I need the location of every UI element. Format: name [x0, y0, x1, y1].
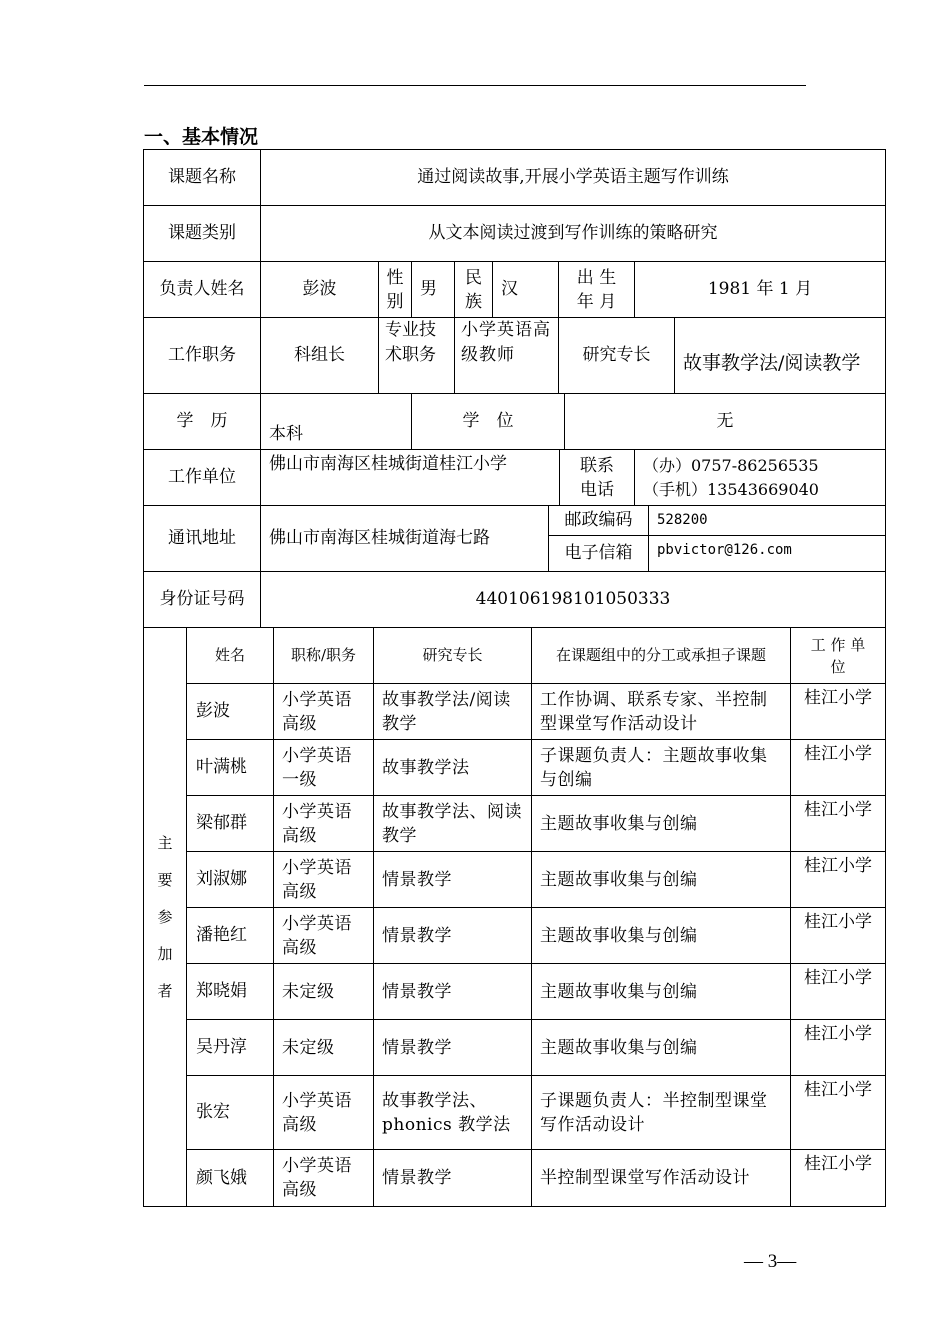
address-label: 通讯地址	[144, 506, 261, 572]
member-title: 小学英语高级	[274, 796, 374, 852]
member-employer: 桂江小学	[791, 796, 885, 852]
member-specialty: 情景教学	[374, 1150, 532, 1206]
gender-label: 性 别	[379, 262, 412, 318]
gender-value: 男	[412, 262, 455, 318]
id-label: 身份证号码	[144, 572, 261, 628]
member-role: 半控制型课堂写作活动设计	[532, 1150, 791, 1206]
member-employer: 桂江小学	[791, 964, 885, 1020]
member-specialty: 情景教学	[374, 964, 532, 1020]
member-name: 颜飞娥	[187, 1150, 274, 1206]
tech-title-value: 小学英语高级教师	[455, 318, 559, 394]
members-header-5: 工 作 单 位	[791, 628, 885, 684]
member-specialty: 故事教学法、阅读教学	[374, 796, 532, 852]
member-name: 彭波	[187, 684, 274, 740]
member-specialty: 故事教学法	[374, 740, 532, 796]
members-header-1: 姓名	[187, 628, 274, 684]
member-title: 小学英语高级	[274, 684, 374, 740]
member-specialty: 情景教学	[374, 908, 532, 964]
phone-mobile: （手机）13543669040	[643, 479, 819, 499]
position-label: 工作职务	[144, 318, 261, 394]
member-title: 小学英语高级	[274, 908, 374, 964]
employer-label: 工作单位	[144, 450, 261, 506]
employer-value: 佛山市南海区桂城街道桂江小学	[261, 450, 560, 506]
topic-category-label: 课题类别	[144, 206, 261, 262]
leader-value: 彭波	[261, 262, 379, 318]
birth-value: 1981 年 1 月	[635, 262, 885, 318]
degree-value: 无	[565, 394, 885, 450]
education-label: 学 历	[144, 394, 261, 450]
member-employer: 桂江小学	[791, 1020, 885, 1076]
topic-category-value: 从文本阅读过渡到写作训练的策略研究	[261, 206, 885, 262]
tech-title-label: 专业技术职务	[379, 318, 455, 394]
email-label: 电子信箱	[549, 536, 649, 572]
member-employer: 桂江小学	[791, 1076, 885, 1150]
phone-values	[635, 450, 885, 506]
ethnicity-label: 民 族	[455, 262, 493, 318]
member-role: 子课题负责人：半控制型课堂写作活动设计	[532, 1076, 791, 1150]
member-title: 未定级	[274, 1020, 374, 1076]
members-header-3: 研究专长	[374, 628, 532, 684]
header-rule	[144, 85, 806, 86]
member-role: 主题故事收集与创编	[532, 908, 791, 964]
contact-label: 联系 电话	[560, 450, 635, 506]
specialty-label: 研究专长	[559, 318, 675, 394]
topic-name-label: 课题名称	[144, 150, 261, 206]
education-value: 本科	[261, 394, 412, 450]
member-employer: 桂江小学	[791, 684, 885, 740]
degree-label: 学 位	[412, 394, 565, 450]
member-role: 主题故事收集与创编	[532, 852, 791, 908]
member-role: 主题故事收集与创编	[532, 796, 791, 852]
member-name: 叶满桃	[187, 740, 274, 796]
section-title: 一、基本情况	[144, 126, 259, 148]
member-title: 小学英语高级	[274, 1076, 374, 1150]
topic-name-value: 通过阅读故事,开展小学英语主题写作训练	[261, 150, 885, 206]
specialty-value: 故事教学法/阅读教学	[675, 318, 885, 394]
members-header-4: 在课题组中的分工或承担子课题	[532, 628, 791, 684]
members-side-label: 主 要 参 加 者	[144, 628, 187, 1206]
member-title: 小学英语一级	[274, 740, 374, 796]
id-value: 440106198101050333	[261, 572, 885, 628]
member-specialty: 故事教学法、phonics 教学法	[374, 1076, 532, 1150]
member-employer: 桂江小学	[791, 908, 885, 964]
leader-label: 负责人姓名	[144, 262, 261, 318]
member-name: 梁郁群	[187, 796, 274, 852]
position-value: 科组长	[261, 318, 379, 394]
email-value: pbvictor@126.com	[649, 536, 885, 572]
member-specialty: 情景教学	[374, 1020, 532, 1076]
members-header-2: 职称/职务	[274, 628, 374, 684]
birth-label: 出 生 年 月	[559, 262, 635, 318]
member-specialty: 情景教学	[374, 852, 532, 908]
address-value: 佛山市南海区桂城街道海七路	[261, 506, 549, 572]
ethnicity-value: 汉	[493, 262, 559, 318]
member-role: 主题故事收集与创编	[532, 1020, 791, 1076]
member-title: 小学英语高级	[274, 852, 374, 908]
member-employer: 桂江小学	[791, 740, 885, 796]
member-employer: 桂江小学	[804, 1154, 872, 1174]
member-name: 郑晓娟	[187, 964, 274, 1020]
postcode-value: 528200	[649, 506, 885, 536]
member-employer: 桂江小学	[791, 852, 885, 908]
member-title: 小学英语高级	[274, 1150, 374, 1206]
member-name: 潘艳红	[187, 908, 274, 964]
member-role: 子课题负责人：主题故事收集与创编	[532, 740, 791, 796]
phone-office: （办）0757-86256535	[643, 455, 819, 475]
page-number: — 3—	[744, 1251, 797, 1272]
postcode-label: 邮政编码	[549, 506, 649, 536]
member-name: 张宏	[187, 1076, 274, 1150]
member-specialty: 故事教学法/阅读教学	[374, 684, 532, 740]
member-role: 主题故事收集与创编	[532, 964, 791, 1020]
member-name: 吴丹淳	[187, 1020, 274, 1076]
member-name: 刘淑娜	[187, 852, 274, 908]
member-title: 未定级	[274, 964, 374, 1020]
member-role: 工作协调、联系专家、半控制型课堂写作活动设计	[532, 684, 791, 740]
